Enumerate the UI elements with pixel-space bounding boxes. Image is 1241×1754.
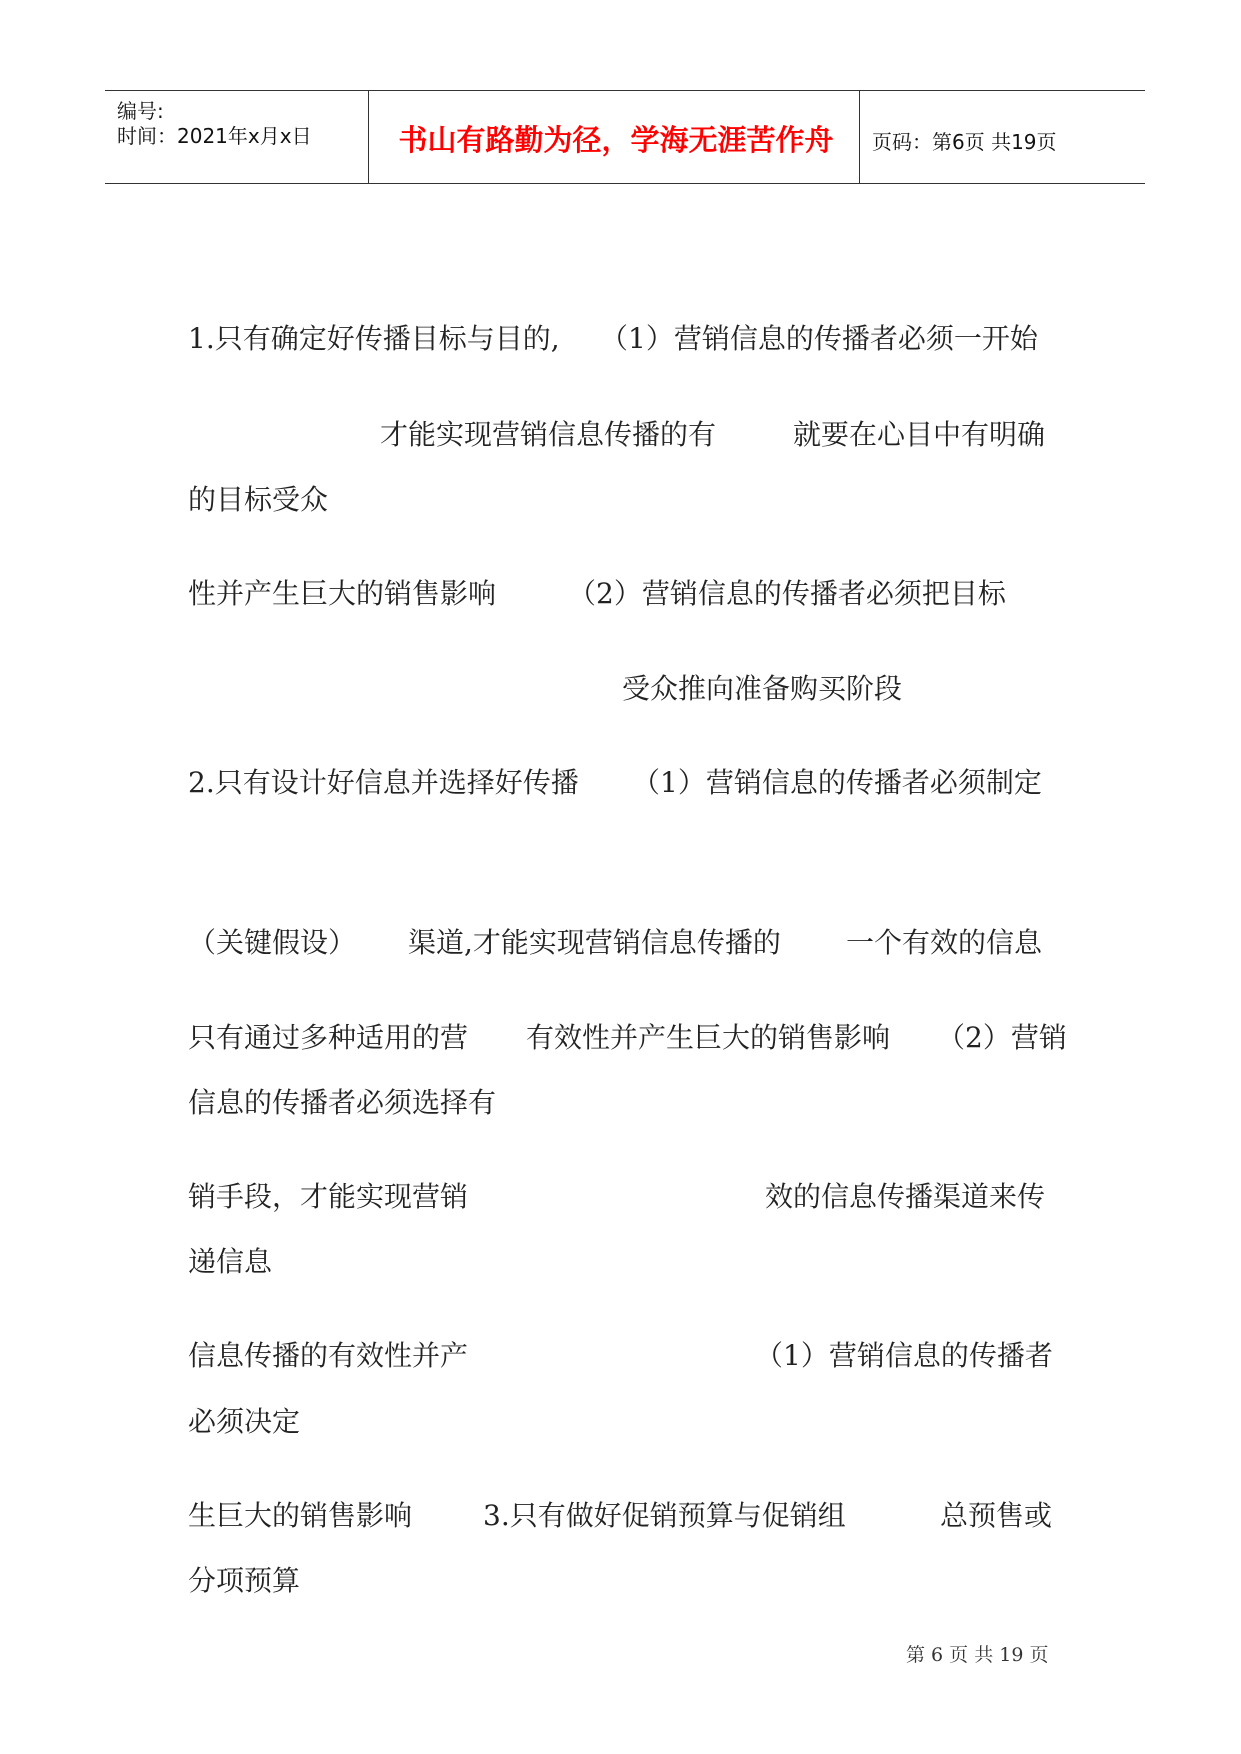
- header-page-label: 页码：第6页 共19页: [872, 130, 1057, 154]
- page-footer: 第 6 页 共 19 页: [906, 1644, 1049, 1666]
- body-line: 分项预算: [188, 1564, 301, 1597]
- body-line: 的目标受众: [188, 483, 329, 516]
- body-line: 3.只有做好促销预算与促销组: [483, 1499, 846, 1532]
- body-line: 总预售或: [940, 1499, 1053, 1532]
- body-line: 渠道,才能实现营销信息传播的: [408, 926, 781, 959]
- body-line: 信息传播的有效性并产: [188, 1339, 469, 1372]
- body-line: 一个有效的信息: [846, 926, 1043, 959]
- header-top-rule: [105, 90, 1145, 91]
- body-line: （2）营销: [937, 1021, 1067, 1054]
- body-line: 销手段，才能实现营销: [188, 1180, 469, 1213]
- body-line: 生巨大的销售影响: [188, 1499, 413, 1532]
- body-line: 受众推向准备购买阶段: [622, 672, 903, 705]
- body-line: （关键假设）: [188, 926, 357, 959]
- body-line: （2）营销信息的传播者必须把目标: [568, 577, 1006, 610]
- body-line: 只有通过多种适用的营: [188, 1021, 469, 1054]
- header-divider-left: [368, 90, 369, 183]
- body-line: 2.只有设计好信息并选择好传播: [188, 766, 579, 799]
- body-line: 有效性并产生巨大的销售影响: [526, 1021, 891, 1054]
- header-motto: 书山有路勤为径，学海无涯苦作舟: [398, 123, 834, 157]
- body-line: 信息的传播者必须选择有: [188, 1086, 497, 1119]
- body-line: 性并产生巨大的销售影响: [188, 577, 497, 610]
- body-line: 递信息: [188, 1245, 273, 1278]
- header-number-label: 编号:: [117, 99, 164, 123]
- header-bottom-rule: [105, 183, 1145, 184]
- body-line: 就要在心目中有明确: [793, 418, 1046, 451]
- body-line: 1.只有确定好传播目标与目的,: [188, 322, 560, 355]
- body-line: （1）营销信息的传播者必须一开始: [600, 322, 1038, 355]
- body-line: 效的信息传播渠道来传: [765, 1180, 1046, 1213]
- body-line: （1）营销信息的传播者必须制定: [632, 766, 1042, 799]
- body-line: （1）营销信息的传播者: [755, 1339, 1053, 1372]
- body-line: 必须决定: [188, 1405, 301, 1438]
- body-line: 才能实现营销信息传播的有: [380, 418, 717, 451]
- header-time-label: 时间：2021年x月x日: [117, 124, 312, 148]
